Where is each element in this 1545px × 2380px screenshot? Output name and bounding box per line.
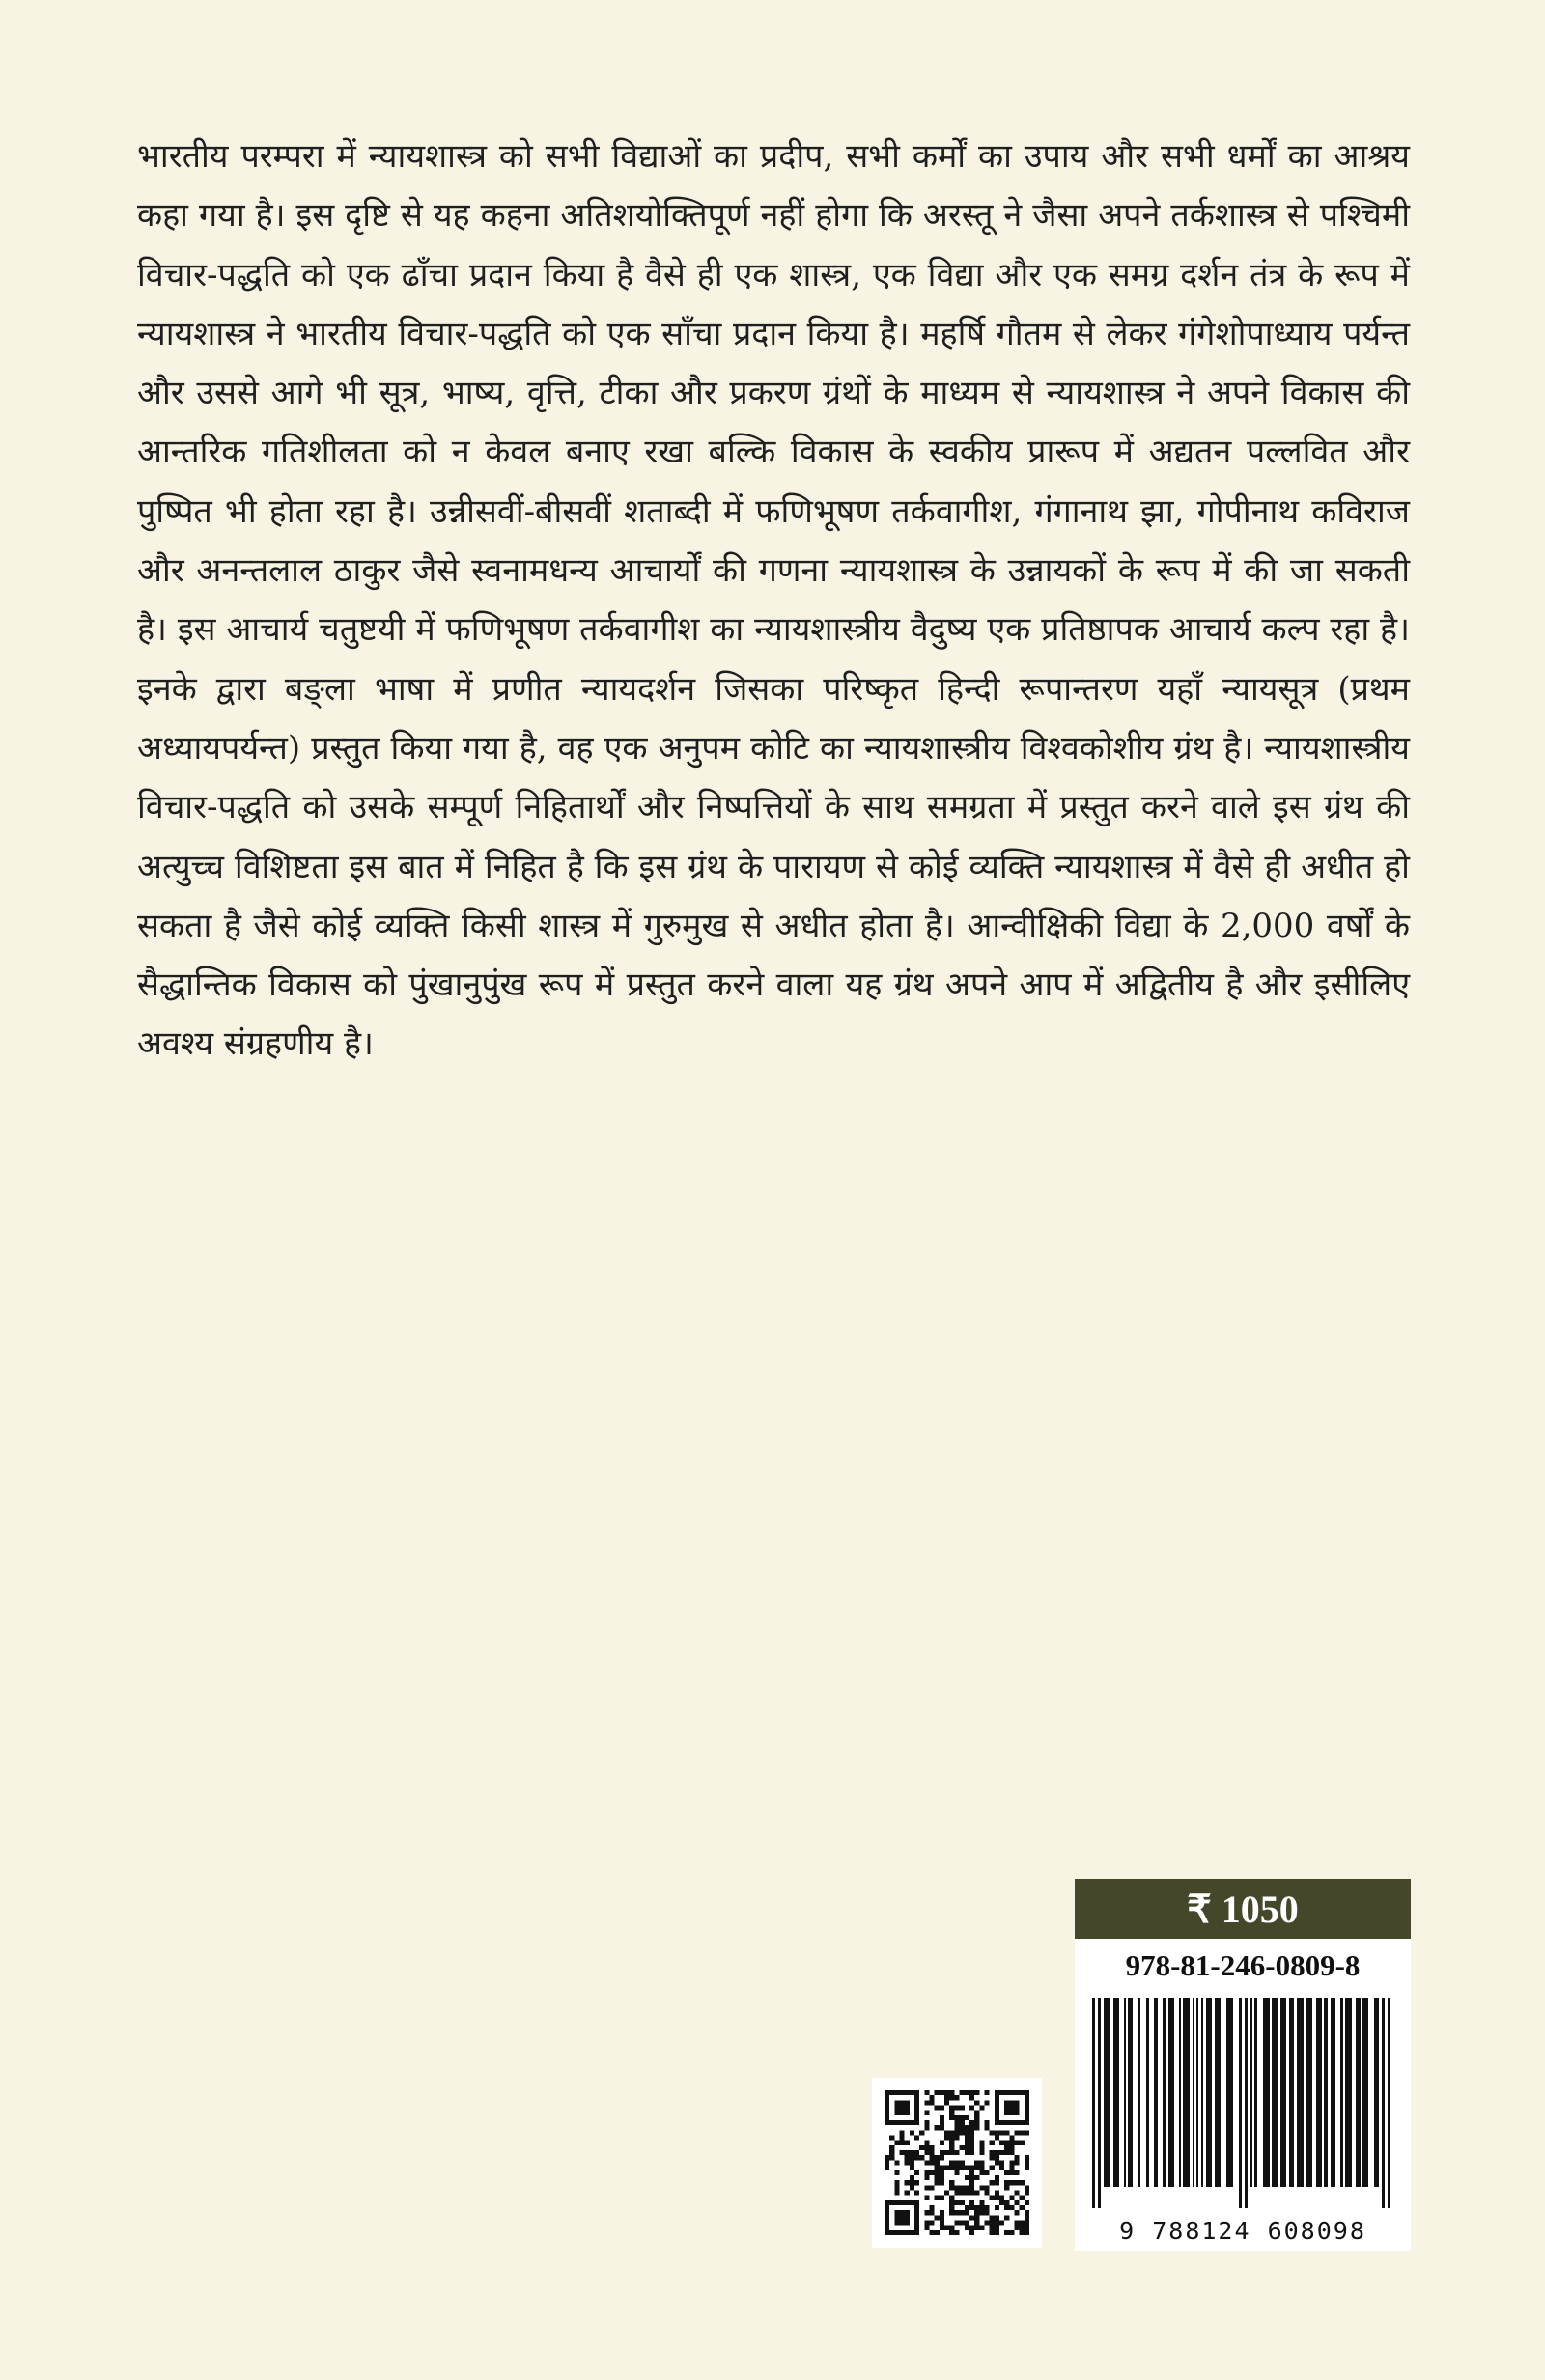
ean-digits: 9 788124 608098 xyxy=(1119,2217,1366,2245)
barcode-icon xyxy=(1092,1998,1393,2208)
isbn-number: 978-81-246-0809-8 xyxy=(1125,1948,1361,1982)
barcode-panel xyxy=(1075,1879,1411,2251)
blurb-text: भारतीय परम्परा में न्यायशास्त्र को सभी विद्याओं का प्रदीप, सभी कर्मों का उपाय और सभी धर्मों का आश्रय कहा गया है। इस दृष्टि से यह कहना अतिशयोक्तिपूर्ण नहीं होगा कि अरस्तू ने जैसा अपने तर्कशास्त्र से पश्चिमी विचार-पद्धति को एक ढाँचा प्रदान किया है वैसे ही एक शास्त्र, एक विद्या और एक समग्र दर्शन तंत्र के रूप में न्यायशास्त्र ने भारतीय विचार-पद्धति को एक साँचा प्रदान किया है। महर्षि गौतम से लेकर गंगेशोपाध्याय पर्यन्त और उससे आगे भी सूत्र, भाष्य, वृत्ति, टीका और प्रकरण ग्रंथों के माध्यम से न्यायशास्त्र ने अपने विकास की आन्तरिक गतिशीलता को न केवल बनाए रखा बल्कि विकास के स्वकीय प्रारूप में अद्यतन पल्लवित और पुष्पित भी होता रहा है। उन्नीसवीं-बीसवीं शताब्दी में फणिभूषण तर्कवागीश, गंगानाथ झा, गोपीनाथ कविराज और अनन्तलाल ठाकुर जैसे स्वनामधन्य आचार्यों की गणना न्यायशास्त्र के उन्नायकों के रूप में की जा सकती है। इस आचार्य चतुष्टयी में फणिभूषण तर्कवागीश का न्यायशास्त्रीय वैदुष्य एक प्रतिष्ठापक आचार्य कल्प रहा है। इनके द्वारा बङ्ला भाषा में प्रणीत न्यायदर्शन जिसका परिष्कृत हिन्दी रूपान्तरण यहाँ न्यायसूत्र (प्रथम अध्यायपर्यन्त) प्रस्तुत किया गया है, वह एक अनुपम कोटि का न्यायशास्त्रीय विश्वकोशीय ग्रंथ है। न्यायशास्त्रीय विचार-पद्धति को उसके सम्पूर्ण निहितार्थों और निष्पत्तियों के साथ समग्रता में प्रस्तुत करने वाले इस ग्रंथ की अत्युच्च विशिष्टता इस बात में निहित है कि इस ग्रंथ के पारायण से कोई व्यक्ति न्यायशास्त्र में वैसे ही अधीत हो सकता है जैसे कोई व्यक्ति किसी शास्त्र में गुरुमुख से अधीत होता है। आन्वीक्षिकी विद्या के 2,000 वर्षों के सैद्धान्तिक विकास को पुंखानुपुंख रूप में प्रस्तुत करने वाला यह ग्रंथ अपने आप में अद्वितीय है और इसीलिए अवश्य संग्रहणीय है। xyxy=(137,137,1410,1064)
qr-code-icon xyxy=(872,2078,1042,2248)
price-label: ₹ 1050 xyxy=(1075,1879,1411,1939)
